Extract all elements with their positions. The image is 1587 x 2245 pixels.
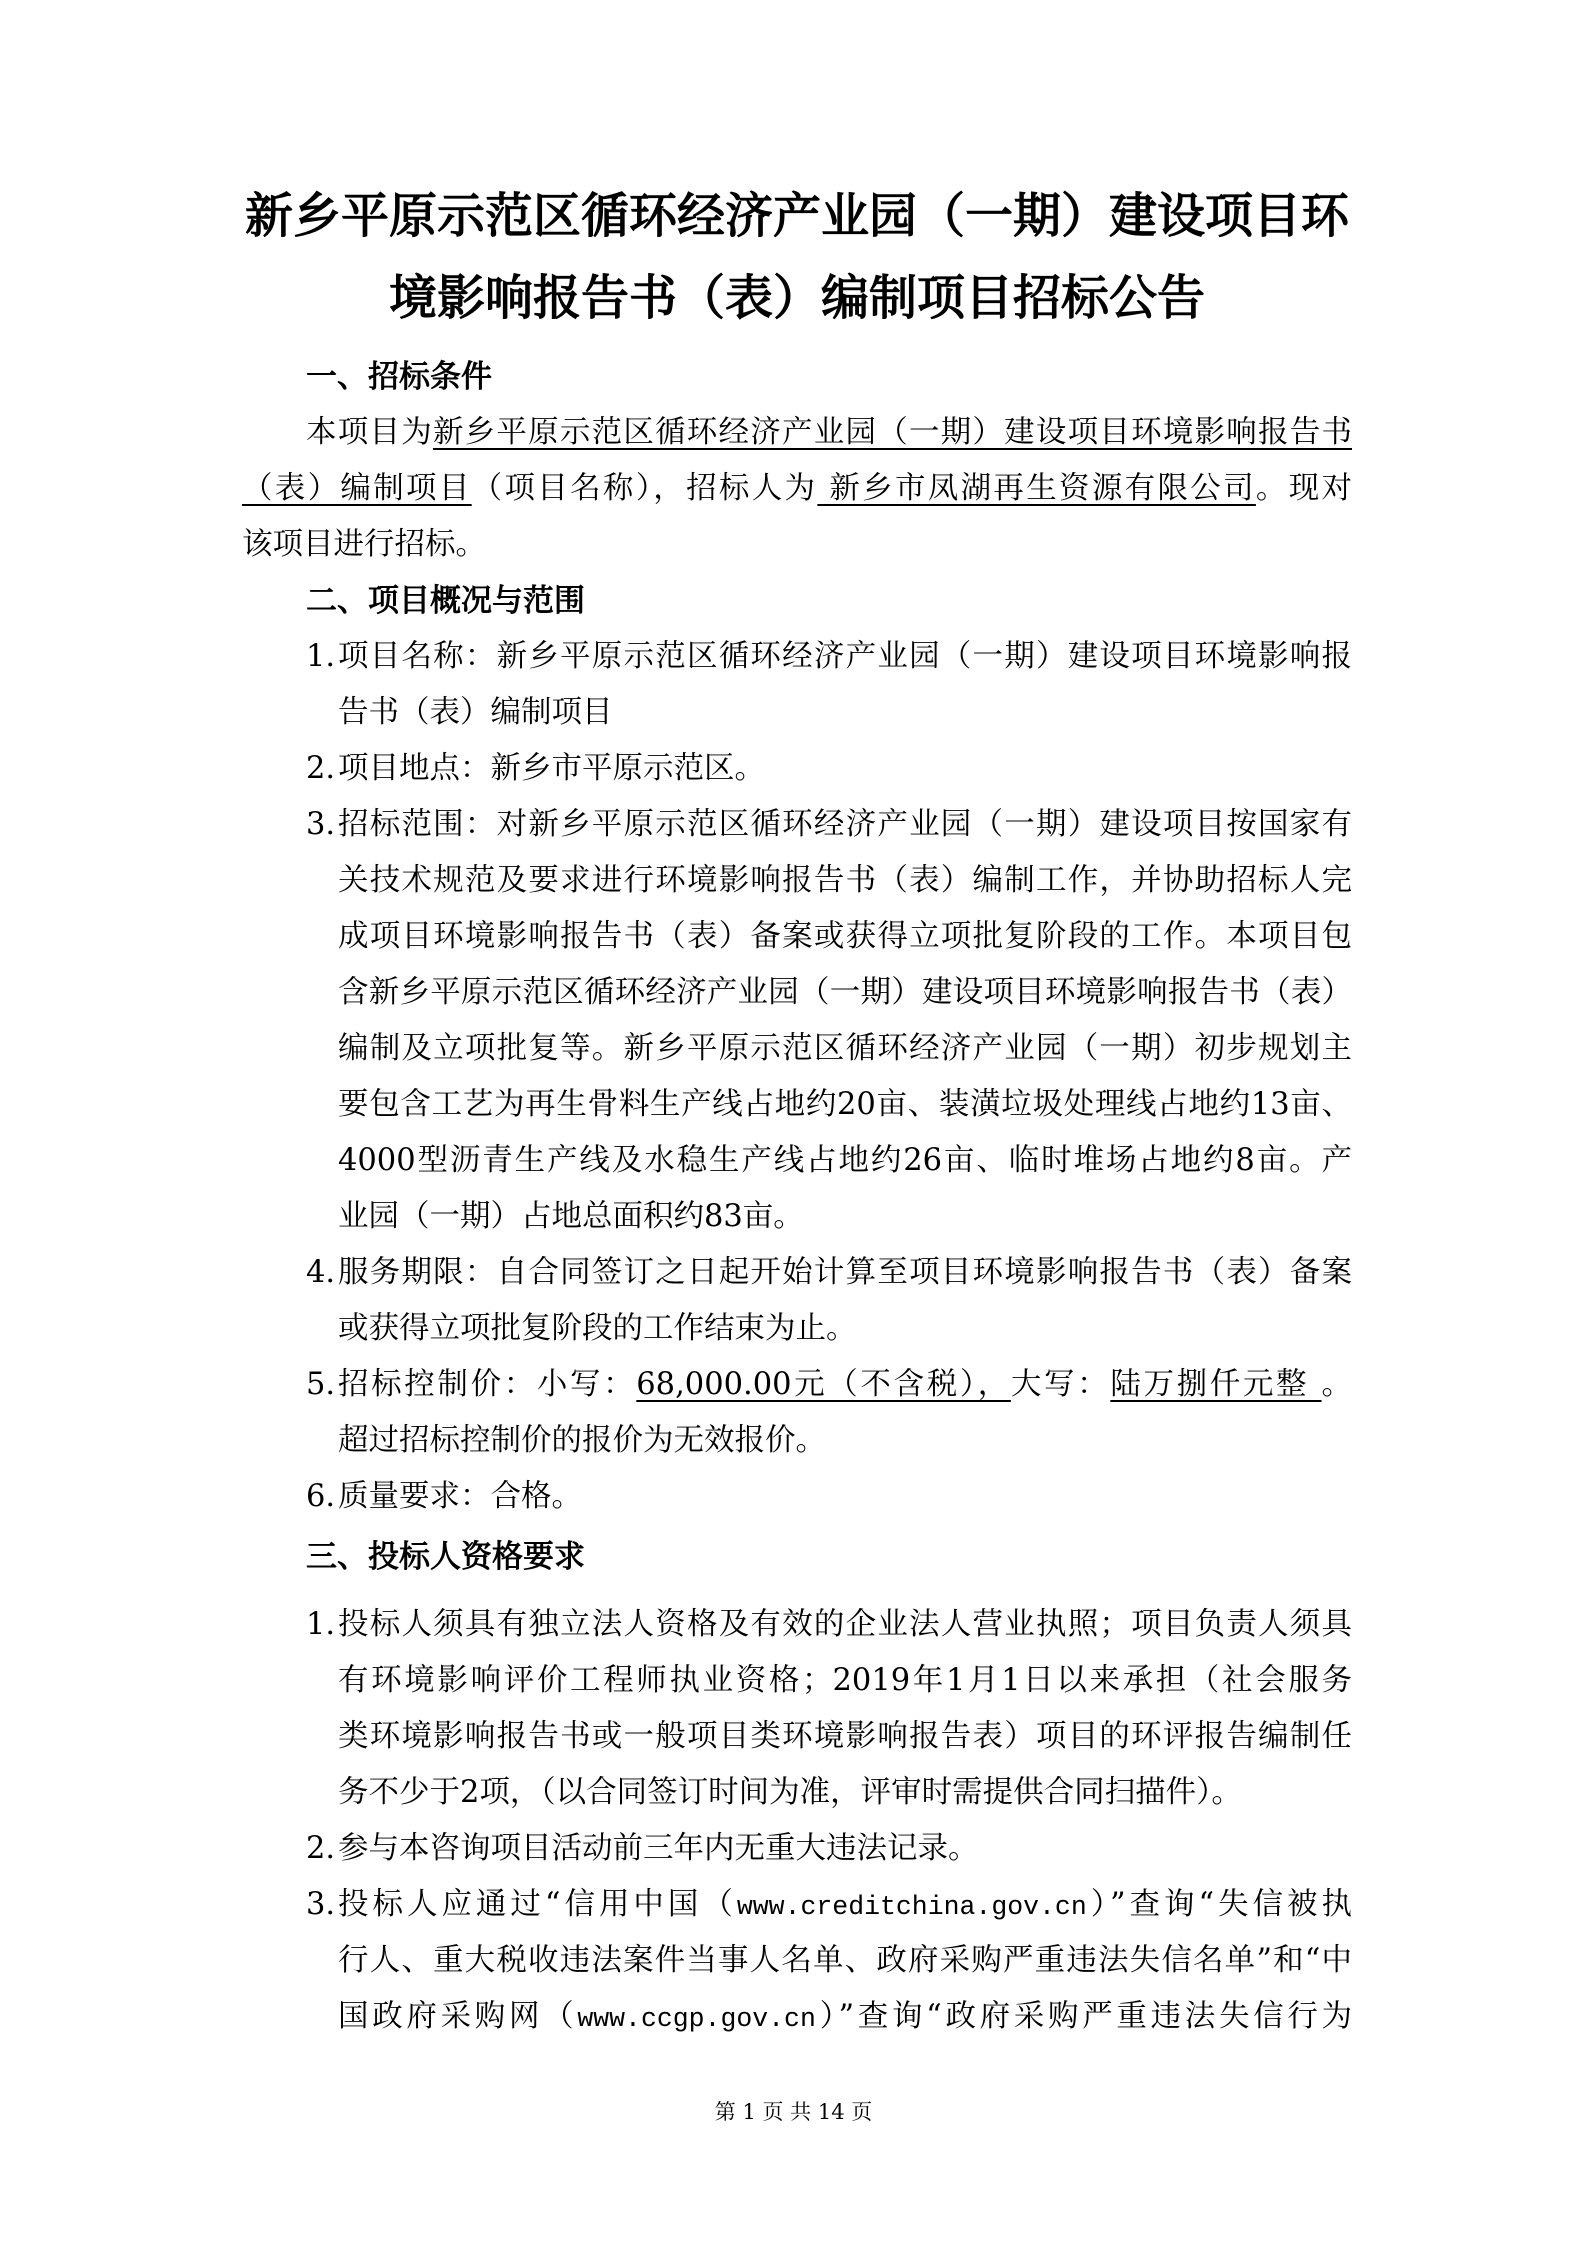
text-line: 务不少于2项，（以合同签订时间为准，评审时需提供合同扫描件）。	[338, 1775, 1242, 1810]
text-line: 超过招标控制价的报价为无效报价。	[338, 1423, 826, 1458]
item-number: 4.	[306, 1255, 336, 1290]
paragraph-line	[242, 405, 1352, 461]
document-body	[242, 175, 1352, 2045]
item-number: 2.	[306, 751, 336, 786]
price-figures-underlined: 68,000.00元（不含税），	[636, 1367, 1011, 1402]
text-line: 行人、重大税收违法案件当事人名单、政府采购严重违法失信名单”和“中	[338, 1943, 1352, 1978]
list-item-project-name	[306, 629, 1352, 685]
tenderer-name-underlined: 新乡市凤湖再生资源有限公司	[817, 471, 1256, 506]
text-line: 4000型沥青生产线及水稳生产线占地约26亩、临时堆场占地约8亩。产	[338, 1143, 1352, 1178]
text-segment: ）”查询“失信被执	[1086, 1887, 1353, 1922]
text-segment: （项目名称），招标人为	[471, 471, 818, 506]
text-line: 招标范围：对新乡平原示范区循环经济产业园（一期）建设项目按国家有	[338, 807, 1352, 842]
list-item-legal-entity	[306, 1597, 1352, 1653]
item-number: 1.	[306, 639, 336, 674]
creditchina-url: www.creditchina.gov.cn	[736, 1892, 1087, 1922]
text-segment: 本项目为	[306, 415, 433, 450]
list-item-project-location	[306, 741, 1352, 797]
text-line: 或获得立项批复阶段的工作结束为止。	[338, 1311, 857, 1346]
item-number: 5.	[306, 1367, 336, 1402]
section-heading-project-overview: 二、项目概况与范围	[306, 583, 585, 619]
text-line: 成项目环境影响报告书（表）备案或获得立项批复阶段的工作。本项目包	[338, 919, 1352, 954]
text-segment: 国政府采购网（	[338, 1999, 578, 2034]
list-item-quality-requirement	[306, 1469, 1352, 1525]
item-number: 3.	[306, 1887, 336, 1922]
paragraph-line	[242, 461, 1352, 517]
paragraph-line	[242, 517, 1352, 573]
text-line: 含新乡平原示范区循环经济产业园（一期）建设项目环境影响报告书（表）	[338, 975, 1352, 1010]
item-number: 3.	[306, 807, 336, 842]
item-number: 1.	[306, 1607, 336, 1642]
section-heading-bidder-qualifications: 三、投标人资格要求	[306, 1539, 585, 1575]
text-line: 业园（一期）占地总面积约83亩。	[338, 1199, 804, 1234]
text-line: 关技术规范及要求进行环境影响报告书（表）编制工作，并协助招标人完	[338, 863, 1352, 898]
text-segment: 。	[1321, 1367, 1353, 1402]
list-item-control-price	[306, 1357, 1352, 1413]
text-line: 要包含工艺为再生骨料生产线占地约20亩、装潢垃圾处理线占地约13亩、	[338, 1087, 1352, 1122]
document-title-line-1: 新乡平原示范区循环经济产业园（一期）建设项目环	[244, 188, 1349, 244]
section-heading-bidding-conditions: 一、招标条件	[306, 359, 492, 395]
text-line	[338, 1357, 1352, 1413]
price-words-underlined: 陆万捌仟元整	[1110, 1367, 1322, 1402]
text-line	[338, 1877, 1352, 1933]
project-name-underlined: （表）编制项目	[242, 471, 472, 506]
text-segment: 投标人应通过“信用中国（	[338, 1887, 737, 1922]
text-line: 项目名称：新乡平原示范区循环经济产业园（一期）建设项目环境影响报	[338, 639, 1352, 674]
text-line: 质量要求：合格。	[338, 1479, 582, 1514]
item-number: 6.	[306, 1479, 336, 1514]
project-name-underlined: 新乡平原示范区循环经济产业园（一期）建设项目环境影响报告书	[432, 415, 1352, 450]
text-segment: 该项目进行招标。	[242, 527, 486, 562]
list-item-no-violation-record	[306, 1821, 1352, 1877]
text-line: 项目地点：新乡市平原示范区。	[338, 751, 765, 786]
text-line: 服务期限：自合同签订之日起开始计算至项目环境影响报告书（表）备案	[338, 1255, 1352, 1290]
ccgp-url: www.ccgp.gov.cn	[577, 2004, 816, 2034]
text-line: 告书（表）编制项目	[338, 695, 613, 730]
list-item-bidding-scope	[306, 797, 1352, 853]
text-segment: 招标控制价：小写：	[338, 1367, 637, 1402]
text-segment: 大写：	[1010, 1367, 1111, 1402]
text-line	[338, 1989, 1352, 2045]
list-item-credit-check	[306, 1877, 1352, 1933]
text-line: 投标人须具有独立法人资格及有效的企业法人营业执照；项目负责人须具	[338, 1607, 1352, 1642]
page-number: 第 1 页 共 14 页	[714, 2100, 873, 2124]
text-line: 编制及立项批复等。新乡平原示范区循环经济产业园（一期）初步规划主	[338, 1031, 1352, 1066]
text-segment: 。现对	[1255, 471, 1353, 506]
document-title-line-2: 境影响报告书（表）编制项目招标公告	[388, 270, 1205, 326]
text-segment: ）”查询“政府采购严重违法失信行为	[815, 1999, 1353, 2034]
text-line: 有环境影响评价工程师执业资格；2019年1月1日以来承担（社会服务	[338, 1663, 1352, 1698]
item-number: 2.	[306, 1831, 336, 1866]
text-line: 类环境影响报告书或一般项目类环境影响报告表）项目的环评报告编制任	[338, 1719, 1352, 1754]
text-line: 参与本咨询项目活动前三年内无重大违法记录。	[338, 1831, 979, 1866]
list-item-service-period	[306, 1245, 1352, 1301]
